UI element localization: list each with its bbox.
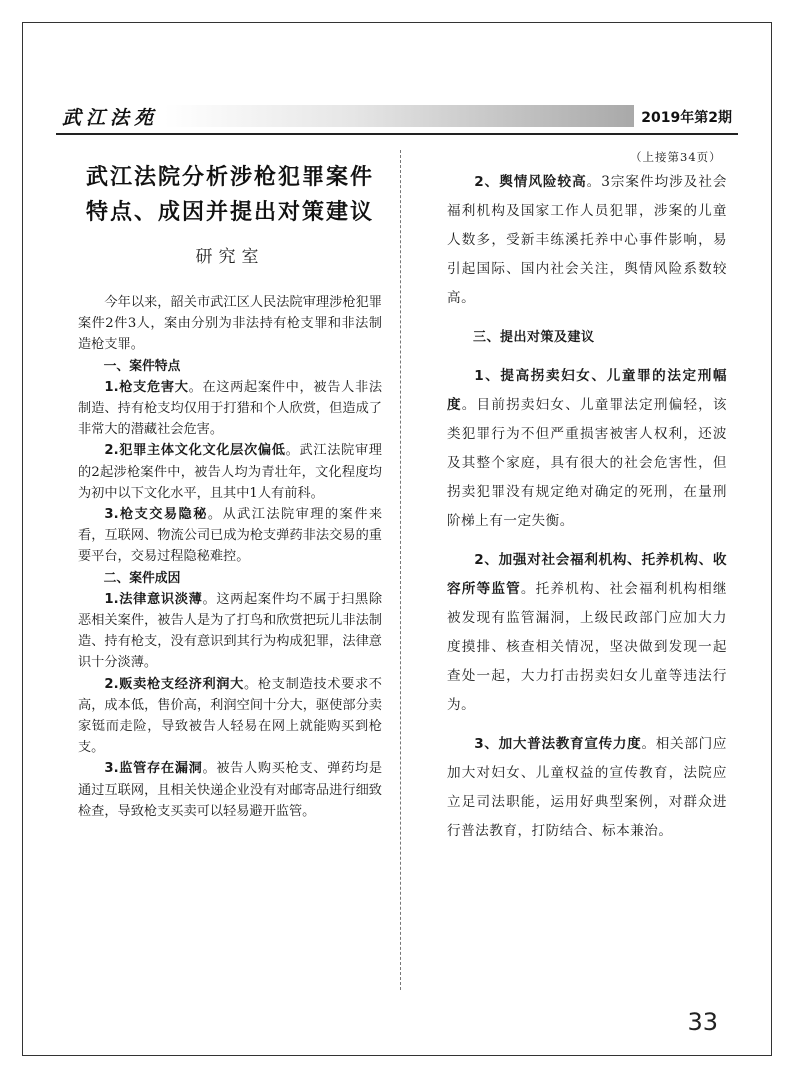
paragraph-point-3 [78, 504, 382, 568]
spacer [447, 352, 727, 362]
spacer [447, 313, 727, 323]
cause-3-heading: 3.监管存在漏洞 [104, 761, 203, 777]
column-divider [400, 150, 401, 990]
point-3-heading: 3.枪支交易隐秘 [104, 507, 208, 523]
title-line-2: 特点、成因并提出对策建议 [85, 200, 374, 225]
left-column-body [78, 292, 382, 822]
header-rule [56, 133, 738, 135]
cause-2-heading: 2.贩卖枪支经济利润大 [104, 676, 245, 692]
article-title [75, 160, 385, 230]
suggestion-2-text: 。托养机构、社会福利机构相继被发现有监管漏洞，上级民政部门应加大力度摸排、核查相关情况，坚决做到发现一起查处一起，大力打击拐卖妇女儿童等违法行为。 [447, 581, 728, 713]
suggestion-3-text: 。相关部门应加大对妇女、儿童权益的宣传教育，法院应立足司法职能，运用好典型案例，对群众进行普法教育，打防结合、标本兼治。 [447, 736, 728, 839]
paragraph-point-2 [78, 440, 382, 504]
spacer [447, 720, 727, 730]
paragraph-cause-2 [78, 674, 382, 759]
paragraph-risk [447, 168, 727, 313]
paragraph-point-1 [78, 377, 382, 441]
point-2-heading: 2.犯罪主体文化文化层次偏低 [104, 443, 286, 459]
continued-note: （上接第34页） [630, 150, 722, 164]
cause-3-text: 。被告人购买枪支、弹药均是通过互联网，且相关快递企业没有对邮寄品进行细致检查，导致枪支买卖可以轻易避开监管。 [78, 761, 383, 819]
journal-name: 武江法苑 [62, 107, 159, 129]
issue-number: 2019年第2期 [641, 110, 732, 126]
cause-2-text: 。枪支制造技术要求不高，成本低，售价高，利润空间十分大，驱使部分卖家铤而走险，导致被告人轻易在网上就能购买到枪支。 [78, 676, 382, 756]
suggestion-3-heading: 3、加大普法教育宣传力度 [474, 736, 642, 752]
suggestion-2-heading: 2、加强对社会福利机构、托养机构、收容所等监管 [447, 552, 727, 597]
paragraph-suggestion-2 [447, 546, 727, 720]
risk-heading: 2、舆情风险较高 [474, 174, 587, 190]
risk-text: 。3宗案件均涉及社会福利机构及国家工作人员犯罪，涉案的儿童人数多，受新丰练溪托养中心事件影响，易引起国际、国内社会关注，舆情风险系数较高。 [447, 174, 727, 306]
right-column-body [447, 168, 727, 846]
section-heading-features: 一、案件特点 [103, 358, 181, 374]
title-line-1: 武江法院分析涉枪犯罪案件 [85, 165, 374, 190]
intro-paragraph: 今年以来，韶关市武江区人民法院审理涉枪犯罪案件2件3人，案由分别为非法持有枪支罪和非法制造枪支罪。 [78, 295, 382, 353]
article-author: 研究室 [195, 247, 265, 267]
page-number: 33 [687, 1008, 718, 1036]
point-2-text: 。武江法院审理的2起涉枪案件中，被告人均为青壮年，文化程度均为初中以下文化水平，且其中1人有前科。 [78, 443, 382, 501]
header-gradient-bar [164, 105, 634, 127]
paragraph-suggestion-3 [447, 730, 727, 846]
point-1-text: 。在这两起案件中，被告人非法制造、持有枪支均仅用于打猎和个人欣赏，但造成了非常大的潜藏社会危害。 [78, 379, 383, 438]
cause-1-heading: 1.法律意识淡薄 [104, 591, 203, 607]
paragraph-cause-3 [78, 758, 382, 822]
cause-1-text: 。这两起案件均不属于扫黑除恶相关案件，被告人是为了打鸟和欣赏把玩儿非法制造、持有枪支，没有意识到其行为构成犯罪，法律意识十分淡薄。 [78, 591, 383, 671]
point-3-text: 。从武江法院审理的案件来看，互联网、物流公司已成为枪支弹药非法交易的重要平台，交易过程隐秘难控。 [78, 507, 383, 565]
suggestion-1-heading: 1、提高拐卖妇女、儿童罪的法定刑幅度 [447, 368, 727, 413]
suggestion-1-text: 。目前拐卖妇女、儿童罪法定刑偏轻，该类犯罪行为不但严重损害被害人权利，还波及其整个家庭，具有很大的社会危害性，但拐卖犯罪没有规定绝对确定的死刑，在量刑阶梯上有一定失衡。 [447, 397, 728, 529]
section-heading-countermeasures: 三、提出对策及建议 [473, 330, 595, 345]
paragraph-cause-1 [78, 589, 382, 674]
page-header [56, 101, 738, 131]
spacer [447, 536, 727, 546]
point-1-heading: 1.枪支危害大 [104, 379, 189, 395]
paragraph-suggestion-1 [447, 362, 727, 536]
section-heading-causes: 二、案件成因 [103, 570, 181, 586]
